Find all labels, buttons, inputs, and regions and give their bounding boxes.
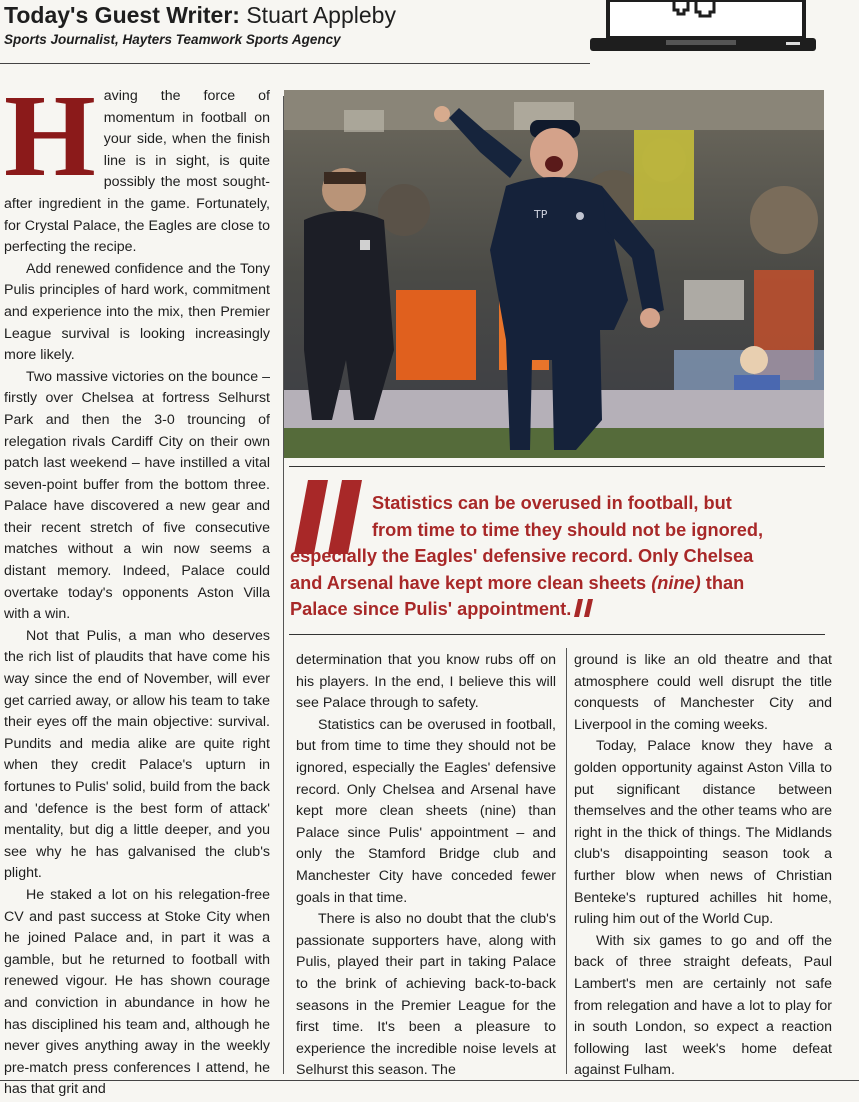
article-column-1 [4, 70, 270, 1101]
close-quote-icon [574, 598, 594, 625]
pullquote-line: Statistics can be overused in football, but [372, 493, 732, 513]
pullquote-bottom-rule [289, 634, 825, 635]
drop-cap: H [4, 70, 96, 201]
jacket-initials: TP [534, 208, 548, 221]
footer-rule [0, 1080, 859, 1081]
article-column-2 [296, 650, 556, 1082]
pullquote-text: than [700, 572, 745, 593]
paragraph: There is also no doubt that the club's passionate supporters have, along with Pulis, played their part in taking Palace to the brink of achieving back-to-back seasons in the Premier League for the first time. It's been a pleasure to experience the incredible noise levels at Selhurst this season. The [296, 911, 556, 1079]
article-photo [284, 90, 824, 458]
article-column-3 [574, 650, 832, 1082]
paragraph: He staked a lot on his relegation-free CV and past success at Stoke City when he joined Palace and, in part it was a gamble, but he returned to football with renewed vigour. He has shown courage and conviction in abundance in how he has disciplined his team and, although he never gives anything away in the weekly pre-match press conferences I attend, he has that grit and [4, 886, 270, 1098]
writer-role: Sports Journalist, Hayters Teamwork Sports Agency [4, 32, 341, 47]
paragraph: Two massive victories on the bounce – firstly over Chelsea at fortress Selhurst Park and then the 3-0 trouncing of relegation rivals Cardiff City on their own patch last weekend – have instilled a vital seven-point buffer from the bottom three. Palace have discovered a new gear and their recent stretch of five consecutive matches without a win now seems a distant memory. Indeed, Palace could overtake today's opponents Aston Villa with a win. [4, 368, 270, 623]
page-title [4, 2, 396, 29]
pull-quote [290, 490, 824, 625]
paragraph: Add renewed confidence and the Tony Pulis principles of hard work, commitment and experience into the mix, then Premier League survival is looking increasingly more likely. [4, 260, 270, 364]
paragraph: With six games to go and off the back of three straight defeats, Paul Lambert's men are certainly not safe from relegation and have a lot to play for in south London, so expect a reaction following last week's home defeat against Fulham. [574, 932, 832, 1079]
pullquote-line [290, 596, 824, 625]
guest-writer-header [0, 0, 859, 66]
pullquote-line: from time to time they should not be ignored, [372, 519, 764, 540]
paragraph: Statistics can be overused in football, but from time to time they should not be ignored, especially the Eagles' defensive record. Only Chelsea and Arsenal have kept more clean sheets (nine) than Palace since Pulis' appointment – and only the Stamford Bridge club and Manchester City have conceded fewer goals in that time. [296, 716, 556, 906]
writer-name: Stuart Appleby [246, 2, 396, 28]
pullquote-line: especially the Eagles' defensive record. Only Chelsea [290, 546, 754, 566]
paragraph: determination that you know rubs off on his players. In the end, I believe this will see Palace through to safety. [296, 652, 556, 712]
paragraph: aving the force of momentum in football on your side, when the finish line is in sight, is quite possibly the most sought-after ingredient in the game. Fortunately, for Crystal Palace, the Eagles are close to perfecting the recipe. [4, 88, 270, 256]
pullquote-emphasis: (nine) [651, 572, 701, 593]
column-divider [283, 96, 284, 1074]
paragraph: Today, Palace know they have a golden opportunity against Aston Villa to put significant distance between themselves and the other teams who are right in the thick of things. The Midlands club's disappointing season took a further blow when news of Christian Benteke's ruptured achilles hit home, ruling him out of the World Cup. [574, 738, 832, 928]
pullquote-text: and Arsenal have kept more clean sheets [290, 572, 652, 593]
pullquote-line [290, 570, 824, 597]
laptop-icon [590, 0, 830, 58]
column-divider [566, 648, 567, 1074]
pullquote-text: Palace since Pulis' appointment. [290, 599, 572, 619]
pullquote-top-rule [289, 466, 825, 467]
paragraph: ground is like an old theatre and that atmosphere could well disrupt the title conquests of Manchester City and Liverpool in the coming weeks. [574, 652, 832, 733]
title-label: Today's Guest Writer: [4, 2, 240, 28]
header-divider [0, 63, 590, 64]
paragraph: Not that Pulis, a man who deserves the rich list of plaudits that have come his way since the end of November, will ever get carried away, or allow his team to take their eyes off the main objective: survival. Pundits and media alike are quite right when they credit Palace's upturn in fortunes to Pulis' solid, build from the back and 'defence is the best form of attack' mentality, but dig a little deeper, and you see why he has galvanised the club's plight. [4, 627, 270, 882]
